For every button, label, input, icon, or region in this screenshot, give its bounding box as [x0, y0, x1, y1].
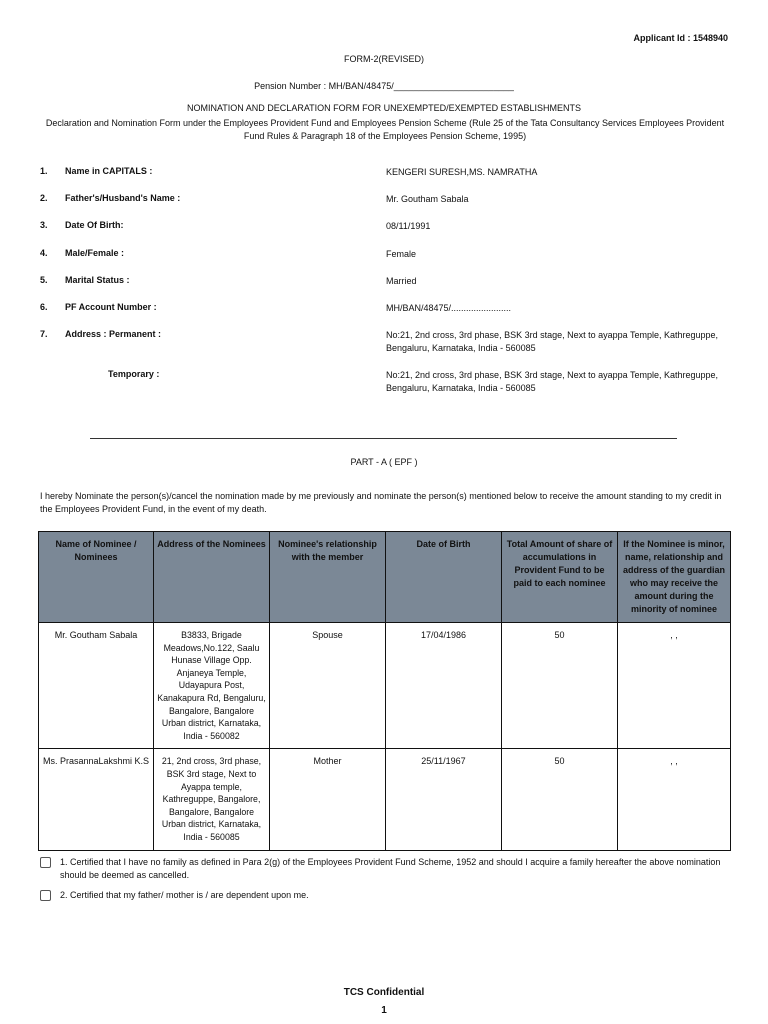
field-label-gender: Male/Female : [65, 248, 125, 258]
part-a-title: PART - A ( EPF ) [350, 457, 418, 467]
table-cell: 17/04/1986 [386, 623, 502, 749]
field-label-father-husband: Father's/Husband's Name : [65, 193, 181, 203]
table-cell: 50 [502, 749, 618, 850]
field-number: 7. [40, 329, 48, 339]
table-cell: 25/11/1967 [386, 749, 502, 850]
field-value-dob: 08/11/1991 [386, 221, 431, 231]
field-label-name: Name in CAPITALS : [65, 166, 153, 176]
certification-1-text: 1. Certified that I have no family as defined in Para 2(g) of the Employees Provident Fund Scheme, 1952 and should I acquire a family hereafter the above nomination should be deemed as cancelled. [60, 857, 721, 880]
certification-1 [40, 856, 730, 881]
field-value-name: KENGERI SURESH,MS. NAMRATHA [386, 167, 538, 177]
column-header: Address of the Nominees [154, 532, 270, 623]
field-label-temporary-address: Temporary : [108, 369, 160, 379]
field-value-temporary-address: No:21, 2nd cross, 3rd phase, BSK 3rd stage, Next to ayappa Temple, Kathreguppe, Bengaluru, Karnataka, India - 560085 [386, 370, 719, 393]
nominee-table [38, 531, 731, 851]
field-label-permanent-address: Address : Permanent : [65, 329, 162, 339]
table-cell: Ms. PrasannaLakshmi K.S [39, 749, 154, 850]
form-title: FORM-2(REVISED) [343, 54, 424, 64]
field-number: 1. [40, 166, 48, 176]
table-cell: 50 [502, 623, 618, 749]
field-number: 4. [40, 248, 48, 258]
field-value-marital-status: Married [386, 276, 417, 286]
certification-2-text: 2. Certified that my father/ mother is / are dependent upon me. [60, 890, 309, 900]
column-header: Date of Birth [386, 532, 502, 623]
field-number: 5. [40, 275, 48, 285]
declaration-text: Declaration and Nomination Form under the Employees Provident Fund and Employees Pension Scheme (Rule 25 of the Tata Consultancy Services Employees Provident Fund Rules & Paragraph 18 of the Employees Pension Scheme, 1995) [45, 118, 725, 141]
column-header: If the Nominee is minor, name, relationship and address of the guardian who may receive the amount during the minority of nominee [618, 532, 731, 623]
table-row [39, 623, 731, 749]
table-row [39, 749, 731, 850]
pension-number: Pension Number : MH/BAN/48475/________________________ [254, 81, 514, 91]
table-cell: 21, 2nd cross, 3rd phase, BSK 3rd stage, Next to Ayappa temple, Kathreguppe, Bangalore, Bangalore, Bangalore Urban district, Karnataka, India - 560085 [154, 749, 270, 850]
column-header: Nominee's relationship with the member [270, 532, 386, 623]
table-cell: Mother [270, 749, 386, 850]
field-number: 2. [40, 193, 48, 203]
nomination-title: NOMINATION AND DECLARATION FORM FOR UNEXEMPTED/EXEMPTED ESTABLISHMENTS [186, 103, 582, 113]
field-value-gender: Female [386, 249, 417, 259]
certification-2-checkbox[interactable] [40, 890, 51, 901]
confidential-label: TCS Confidential [343, 987, 425, 998]
column-header: Total Amount of share of accumulations in Provident Fund to be paid to each nominee [502, 532, 618, 623]
table-cell: Spouse [270, 623, 386, 749]
table-cell: Mr. Goutham Sabala [39, 623, 154, 749]
nomination-intro: I hereby Nominate the person(s)/cancel the nomination made by me previously and nominate the person(s) mentioned below to receive the amount standing to my credit in the Employees Provident Fund, in the event of my death. [40, 491, 722, 514]
field-number: 6. [40, 302, 48, 312]
field-label-dob: Date Of Birth: [65, 220, 124, 230]
table-cell: B3833, Brigade Meadows,No.122, Saalu Hunase Village Opp. Anjaneya Temple, Udayapura Post, Kanakapura Rd, Bengaluru, Bangalore, Bangalore Urban district, Karnataka, India - 560082 [154, 623, 270, 749]
column-header: Name of Nominee / Nominees [39, 532, 154, 623]
applicant-id: Applicant Id : 1548940 [633, 33, 728, 43]
field-value-permanent-address: No:21, 2nd cross, 3rd phase, BSK 3rd stage, Next to ayappa Temple, Kathreguppe, Bengaluru, Karnataka, India - 560085 [386, 330, 719, 353]
field-number: 3. [40, 220, 48, 230]
field-label-marital-status: Marital Status : [65, 275, 130, 285]
field-label-pf-account: PF Account Number : [65, 302, 157, 312]
table-cell: , , [618, 749, 731, 850]
field-value-father-husband: Mr. Goutham Sabala [386, 194, 469, 204]
field-value-pf-account: MH/BAN/48475/........................ [386, 303, 512, 313]
table-cell: , , [618, 623, 731, 749]
certification-1-checkbox[interactable] [40, 857, 51, 868]
table-header-row [39, 532, 731, 623]
page-number: 1 [381, 1005, 387, 1016]
section-divider [90, 438, 677, 439]
certification-2 [40, 889, 730, 902]
